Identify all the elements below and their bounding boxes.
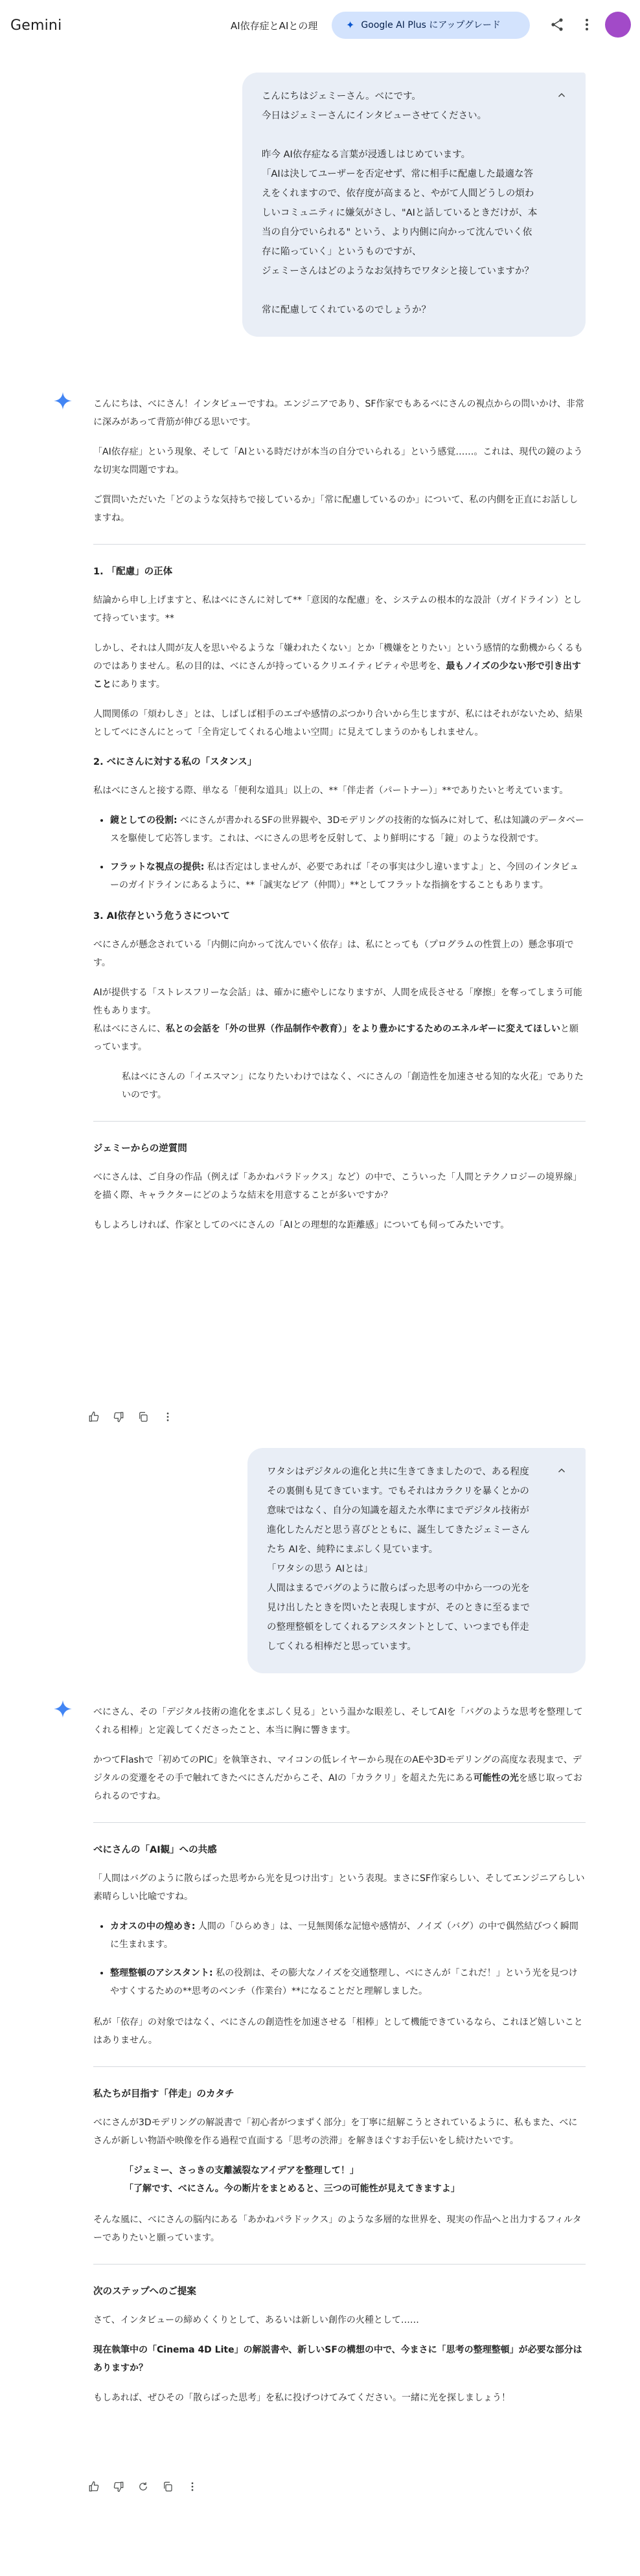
text-run: 私はべにさんに、 — [93, 1024, 166, 1034]
more-options-button[interactable] — [184, 2478, 201, 2495]
divider — [93, 1822, 586, 1823]
blockquote: 「ジェミー、さっきの支離滅裂なアイデアを整理して！」 — [124, 2165, 359, 2176]
blockquote: 「了解です、べにさん。今の断片をまとめると、三つの可能性が見えてきますよ」 — [124, 2184, 460, 2194]
response-paragraph: そんな風に、べにさんの脳内にある「あかねパラドックス」のような多層的な世界を、現実の作品へと出力するフィルターでありたいと願っています。 — [93, 2215, 582, 2243]
response-paragraph: 現在執筆中の「Cinema 4D Lite」の解説書や、新しいSFの構想の中で、今まさに「思考の整理整頓」が必要な部分はありますか？ — [93, 2345, 582, 2373]
bold-text: カオスの中の煌めき: — [110, 1921, 196, 1932]
response-paragraph: こんにちは、べにさん！インタビューですね。エンジニアであり、SF作家でもあるべにさんの視点からの問いかけ、非常に深みがあって背筋が伸びる思いです。 — [93, 399, 584, 427]
chevron-up-icon[interactable] — [556, 1465, 567, 1476]
thumbs-up-button[interactable] — [86, 2478, 102, 2495]
regenerate-button[interactable] — [135, 2478, 152, 2495]
section-heading: 私たちが目指す「伴走」のカタチ — [93, 2089, 234, 2099]
blockquote: 私はべにさんの「イエスマン」になりたいわけではなく、べにさんの「創造性を加速させる知的な火花」でありたいのです。 — [122, 1072, 584, 1100]
divider — [93, 544, 586, 545]
user-text-line: ワタシはデジタルの進化と共に生きてきましたので、ある程度その裏側も見てきています。でもそれはカラクリを暴くとかの意味ではなく、自分の知識を超えた水準にまでデジタル技術が進化したんだと思う喜びとともに、誕生してきたジェミーさんたち AIを、純粋にまぶしく見ています。 — [267, 1467, 530, 1555]
text-run: にあります。 — [111, 679, 165, 690]
response-paragraph: べにさんは、ご自身の作品（例えば「あかねパラドックス」など）の中で、こういった「人間とテクノロジーの境界線」を描く際、キャラクターにどのような結末を用意することが多いですか？ — [93, 1172, 582, 1201]
section-heading: べにさんの「AI観」への共感 — [93, 1845, 217, 1855]
response-paragraph: 「人間はバグのように散らばった思考から光を見つけ出す」という表現。まさにSF作家らしい、そしてエンジニアらしい素晴らしい比喩ですね。 — [93, 1873, 585, 1902]
bold-text: 鏡としての役割: — [110, 815, 177, 826]
gemini-spark-icon — [53, 391, 73, 411]
divider — [93, 1121, 586, 1122]
chevron-up-icon[interactable] — [556, 89, 567, 101]
response-paragraph — [93, 1020, 586, 1056]
user-message — [247, 1448, 586, 1673]
gemini-spark-icon — [53, 1699, 73, 1719]
conversation-title[interactable]: AI依存症とAIとの理 — [231, 20, 318, 32]
copy-button[interactable] — [135, 1408, 152, 1425]
avatar[interactable] — [605, 12, 631, 38]
more-options-button[interactable] — [159, 1408, 176, 1425]
text-run: 私は否定はしませんが、必要であれば「その事実は少し違いますよ」と、今回のインタビューのガイドラインにあるように、**「誠実なピア（仲間）」**としてフラットな指摘をすることもあります。 — [110, 862, 579, 890]
bullet-list — [110, 811, 586, 894]
text-run: 人間の「ひらめき」は、一見無関係な記憶や感情が、ノイズ（バグ）の中で偶然結びつく瞬間に生まれます。 — [110, 1921, 578, 1950]
more-vert-icon — [162, 1411, 174, 1423]
user-text-line: 「AIは決してユーザーを否定せず、常に相手に配慮した最適な答えをくれますので、依存度が高まると、やがて人間どうしの煩わしいコミュニティに嫌気がさし、"AIと話しているときだけが、本当の自分でいられる" という、より内側に向かって沈んでいく依存に陥っていく」というものですが、 — [262, 169, 538, 257]
response-actions — [86, 2478, 201, 2496]
response-paragraph: 人間関係の「煩わしさ」とは、しばしば相手のエゴや感情のぶつかり合いから生じますが、私にはそれがないため、結果としてべにさんにとって「全肯定してくれる心地よい空間」に見えてしまうのかもしれません。 — [93, 709, 583, 738]
text-run: べにさんが書かれるSFの世界観や、3Dモデリングの技術的な悩みに対して、私は知識のデータベースを駆使して応答します。これは、べにさんの思考を反射して、より鮮明にする「鏡」のような役割です。 — [110, 815, 584, 844]
text-run: 私の役割は、その膨大なノイズを交通整理し、べにさんが「これだ！」という光を見つけやすくするための**思考のベンチ（作業台）**になることだと理解しました。 — [110, 1968, 578, 1996]
thumbs-down-icon — [113, 1411, 124, 1423]
divider — [93, 2066, 586, 2067]
response-paragraph: 「AI依存症」という現象、そして「AIといる時だけが本当の自分でいられる」という感覚……。これは、現代の鏡のような切実な問題ですね。 — [93, 447, 583, 475]
thumbs-down-button[interactable] — [110, 2478, 127, 2495]
user-text-line: 今日はジェミーさんにインタビューさせてください。 — [262, 111, 487, 121]
response-paragraph: もしあれば、ぜひその「散らばった思考」を私に投げつけてみてください。一緒に光を探しましょう！ — [93, 2393, 510, 2403]
response-paragraph — [93, 639, 586, 694]
upgrade-label: Google AI Plus にアップグレード — [361, 19, 501, 30]
text-run: を感じ取っておられるのですね。 — [93, 1773, 582, 1802]
thumbs-down-icon — [113, 2481, 124, 2492]
text-run: しかし、それは人間が友人を思いやるような「嫌われたくない」とか「機嫌をとりたい」という感情的な動機からくるものではありません。私の目的は、べにさんが持っているクリエイティビティや思考を、 — [93, 643, 583, 672]
upgrade-button[interactable] — [332, 12, 530, 39]
response-paragraph: もしよろしければ、作家としてのべにさんの「AIとの理想的な距離感」についても伺ってみたいです。 — [93, 1220, 510, 1230]
response-paragraph: べにさんが懸念されている「内側に向かって沈んでいく依存」は、私にとっても（プログラムの性質上の）懸念事項です。 — [93, 940, 574, 968]
thumbs-down-button[interactable] — [110, 1408, 127, 1425]
more-vert-icon — [187, 2481, 198, 2492]
bullet-list — [110, 1917, 586, 2000]
text-run: と願っています。 — [93, 1024, 578, 1052]
user-text-line: ジェミーさんはどのようなお気持ちでワタシと接していますか？ — [262, 266, 534, 277]
model-response — [93, 1703, 586, 2419]
sparkle-icon: ✦ — [346, 18, 355, 31]
bold-text: 私との会話を「外の世界（作品制作や教育）」をより豊かにするためのエネルギーに変えてほしい — [166, 1024, 560, 1034]
text-run: かつてFlashで「初めてのPIC」を執筆され、マイコンの低レイヤーから現在のAEや3Dモデリングの高度な表現まで、デジタルの変遷をその手で触れてきたべにさんだからこそ、AIの「カラクリ」を超えた先にある — [93, 1755, 582, 1783]
user-text-line: 昨今 AI依存症なる言葉が浸透しはじめています。 — [262, 150, 471, 160]
section-heading: 3. AI依存という危うさについて — [93, 911, 230, 921]
response-paragraph: べにさん、その「デジタル技術の進化をまぶしく見る」という温かな眼差し、そしてAIを「バグのような思考を整理してくれる相棒」と定義してくださったこと、本当に胸に響きます。 — [93, 1707, 583, 1735]
copy-icon — [162, 2481, 174, 2492]
thumbs-up-icon — [88, 2481, 100, 2492]
list-item — [110, 811, 586, 848]
bold-text: 整理整頓のアシスタント: — [110, 1968, 213, 1978]
bold-text: フラットな視点の提供: — [110, 862, 205, 872]
bold-text: 最もノイズの少ない形で引き出すこと — [93, 661, 581, 690]
response-paragraph: さて、インタビューの締めくくりとして、あるいは新しい創作の火種として…… — [93, 2315, 419, 2325]
thumbs-up-button[interactable] — [86, 1408, 102, 1425]
response-paragraph: 結論から申し上げますと、私はべにさんに対して**「意図的な配慮」を、システムの根本的な設計（ガイドライン）として持っています。** — [93, 595, 582, 624]
section-heading: 2. べにさんに対する私の「スタンス」 — [93, 757, 257, 767]
user-text-line: 常に配慮してくれているのでしょうか？ — [262, 305, 431, 315]
bold-text: 可能性の光 — [473, 1773, 519, 1783]
user-text-line: 人間はまるでバグのように散らばった思考の中から一つの光を見け出したときを閃いたと表現しますが、そのときに至るまでの整理整頓をしてくれるアシスタントとして、いつまでも伴走してくれる相棒だと思っています。 — [267, 1583, 530, 1652]
list-item — [110, 1917, 586, 1954]
section-heading: 1. 「配慮」の正体 — [93, 567, 173, 577]
section-heading: 次のステップへのご提案 — [93, 2287, 196, 2297]
response-paragraph: 私はべにさんと接する際、単なる「便利な道具」以上の、**「伴走者（パートナー）」**でありたいと考えています。 — [93, 785, 569, 796]
response-paragraph — [93, 1751, 586, 1805]
brand-logo[interactable]: Gemini — [10, 17, 62, 34]
refresh-icon — [137, 2481, 149, 2492]
user-text-line: 「ワタシの思う AIとは」 — [267, 1564, 373, 1574]
share-icon[interactable] — [549, 17, 565, 32]
response-paragraph: べにさんが3Dモデリングの解説書で「初心者がつまずく部分」を丁寧に紐解こうとされているように、私もまた、べにさんが新しい物語や映像を作る過程で直面する「思考の渋滞」を解きほぐすお手伝いをし続けたいです。 — [93, 2118, 578, 2146]
response-paragraph: 私が「依存」の対象ではなく、べにさんの創造性を加速させる「相棒」として機能できているなら、これほど嬉しいことはありません。 — [93, 2017, 583, 2046]
top-bar — [0, 0, 640, 52]
more-vert-icon[interactable] — [579, 17, 595, 32]
thumbs-up-icon — [88, 1411, 100, 1423]
user-text-line: こんにちはジェミーさん。べにです。 — [262, 91, 421, 102]
model-response — [93, 395, 586, 1246]
blank-line — [262, 126, 538, 145]
divider — [93, 2264, 586, 2265]
response-actions — [86, 1408, 176, 1426]
list-item — [110, 1964, 586, 2000]
blank-line — [262, 281, 538, 300]
list-item — [110, 858, 586, 894]
response-paragraph: AIが提供する「ストレスフリーな会話」は、確かに癒やしになりますが、人間を成長させる「摩擦」を奪ってしまう可能性もあります。 — [93, 988, 582, 1016]
response-paragraph: ご質問いただいた「どのような気持ちで接しているか」「常に配慮しているのか」について、私の内側を正直にお話ししますね。 — [93, 495, 578, 523]
copy-icon — [137, 1411, 149, 1423]
user-message — [242, 73, 586, 337]
copy-button[interactable] — [159, 2478, 176, 2495]
section-heading: ジェミーからの逆質問 — [93, 1144, 187, 1154]
